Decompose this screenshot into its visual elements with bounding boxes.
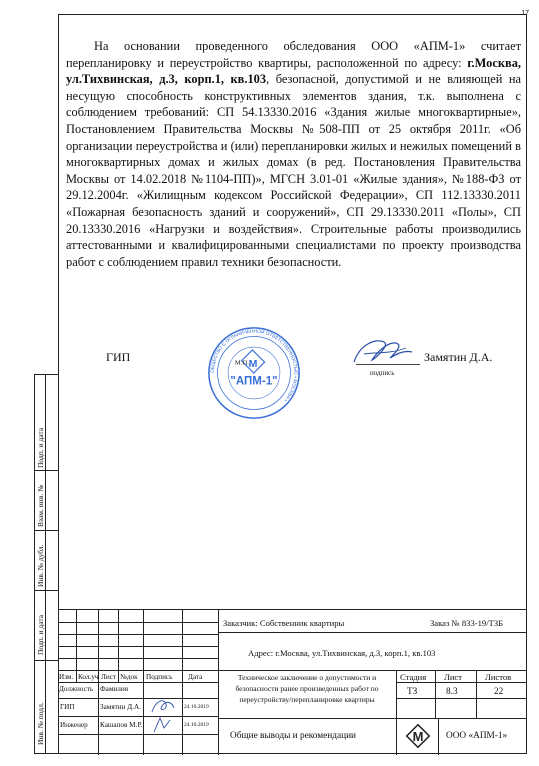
header-data: Дата — [188, 673, 203, 681]
sheet-label: Лист — [444, 672, 462, 682]
side-label-vzam-inv: Взам. инв. № — [36, 484, 45, 527]
svg-text:М.П.: М.П. — [234, 359, 249, 367]
order-number: Заказ № 833-19/ТЗБ — [430, 618, 504, 628]
sheets-label: Листов — [485, 672, 512, 682]
header-surname: Фамилия — [100, 685, 129, 693]
page-number: 17 — [521, 10, 529, 17]
signature-line — [356, 364, 420, 365]
side-label-podp-data: Подп. и дата — [36, 427, 45, 468]
row-2-date: 24.10.2019 — [184, 722, 209, 728]
customer-text: Заказчик: Собственник квартиры — [223, 618, 345, 628]
stage-value: ТЗ — [407, 687, 418, 697]
stage-label: Стадия — [400, 672, 427, 682]
header-list: Лист — [101, 673, 117, 681]
row-1-name: Замятин Д.А. — [100, 703, 141, 711]
header-ndok: №док — [120, 673, 138, 681]
conclusion-text — [66, 38, 521, 270]
row-1-signature — [148, 696, 178, 716]
svg-text:ОБЩЕСТВО С ОГРАНИЧЕННОЙ ОТВЕТС: ОБЩЕСТВО С ОГРАНИЧЕННОЙ ОТВЕТСТВЕННОСТЬЮ • МОСКВА • — [210, 329, 298, 402]
row-1-date: 24.10.2019 — [184, 704, 209, 710]
signature-block — [66, 329, 521, 410]
role-label: ГИП — [106, 350, 131, 364]
text-part-1: На основании проведенного обследования ООО «АПМ-1» считает перепланировку и переустройство квартиры, расположенной по адресу: — [66, 39, 521, 70]
row-2-role: Инженер — [60, 721, 88, 729]
svg-text:М: М — [248, 358, 258, 371]
side-label-inv-dubl: Инв. № дубл. — [36, 544, 45, 587]
side-label-podp-data-2: Подп. и дата — [36, 614, 45, 655]
document-title: Техническое заключение о допустимости и безопасности ранее произведенных работ по переустройству/перепланировке квартиры — [235, 673, 379, 704]
section-title: Общие выводы и рекомендации — [230, 731, 357, 741]
side-label-inv-podl: Инв. № подл. — [36, 702, 45, 745]
text-part-2: , безопасной, допустимой и не влияющей на несущую способность конструктивных элементов здания, т.к. выполнена с соблюдением требований: СП 54.13330.2016 «Здания жилые многоквартирные», Постановлением Правительства Москвы №508-ПП от 25 октября 2011г. «Об организации переустройства и (или) перепланировки жилых и нежилых помещений в многоквартирных домах и жилых домах (в ред. Постановления Правительства Москвы от 14.02.2018 №1104-ПП)», МГСН 3.01-01 «Жилые здания», №188-ФЗ от 29.12.2004г. «Жилищным кодексом Российской Федерации», СП 112.13330.2011 «Пожарная безопасность зданий и сооружений», СП 29.13330.2011 «Полы», СП 20.13330.2016 «Нагрузки и воздействия». Строительные работы производились аттестованными и квалифицированными специалистами по проекту производства работ с соблюдением правил техники безопасности. — [66, 72, 521, 269]
sheet-value: 8.3 — [446, 687, 458, 697]
header-izm: Изм. — [59, 673, 74, 681]
header-koluch: Кол.уч — [78, 673, 99, 681]
signer-name: Замятин Д.А. — [424, 350, 493, 364]
company-logo-icon — [401, 720, 435, 753]
address-bold: г.Москва, ул.Тихвинская, д.3, корп.1, кв.103 — [66, 55, 521, 87]
handwritten-signature — [346, 334, 416, 368]
signature-caption: подпись — [370, 369, 395, 377]
header-role: Должность — [59, 685, 94, 693]
company-name: ООО «АПМ-1» — [446, 731, 508, 741]
header-podpis: Подпись — [146, 673, 173, 681]
svg-text:"АПМ-1": "АПМ-1" — [230, 375, 278, 388]
row-1-role: ГИП — [60, 703, 75, 711]
row-2-signature — [150, 714, 176, 736]
address-text: Адрес: г.Москва, ул.Тихвинская, д.3, корп.1, кв.103 — [248, 648, 436, 658]
title-block — [58, 609, 527, 755]
sheets-value: 22 — [494, 687, 504, 697]
svg-text:М: М — [412, 729, 424, 744]
row-2-name: Кашапов М.Р. — [100, 721, 143, 729]
company-stamp — [206, 325, 302, 421]
